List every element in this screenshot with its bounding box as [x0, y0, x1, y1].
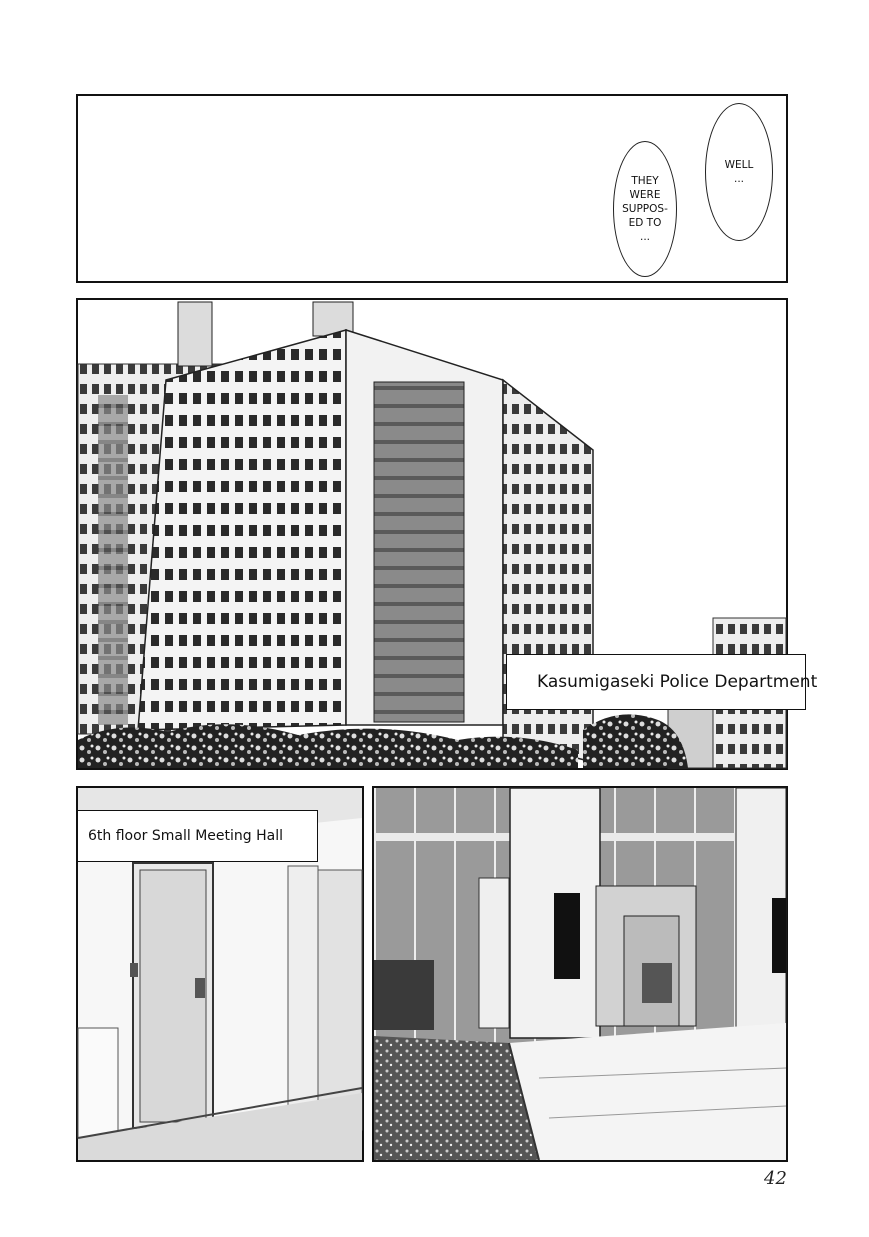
speech-text-right: WELL ... [724, 159, 754, 185]
panel-meeting-hall [76, 786, 364, 1162]
panel-dialogue [76, 94, 788, 283]
location-caption-meeting-hall [78, 810, 318, 862]
page-number: 42 [764, 1168, 787, 1189]
speech-text-left: THEY WERE SUPPOS- ED TO ... [622, 175, 668, 243]
speech-bubble-well [705, 103, 773, 241]
entrance-illustration [374, 788, 786, 1160]
panel-entrance [372, 786, 788, 1162]
caption-text: 6th floor Small Meeting Hall [88, 828, 283, 844]
panel-building-exterior [76, 298, 818, 770]
location-caption-police-department [506, 654, 818, 710]
speech-bubble-they-were-supposed-to [613, 141, 677, 277]
caption-text: Kasumigaseki Police Department [537, 672, 818, 692]
